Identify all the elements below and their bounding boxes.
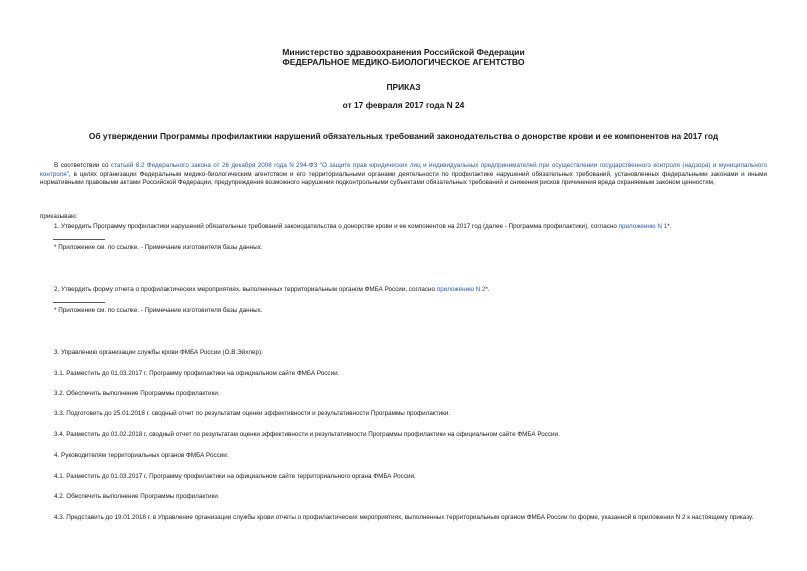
doc-title: Об утверждении Программы профилактики нарушений обязательных требований законодательства о донорстве крови и ее компонентов на 2017 год	[88, 131, 719, 141]
item-4-3: 4.3. Представить до 19.01.2018 г. в Управление организации службы крови отчеты о профилактических мероприятиях, выполненных территориальным органом ФМБА России по форме, указанной в приложении N 2 к настоящему приказу.	[54, 514, 754, 521]
ministry-header: Министерство здравоохранения Российской Федерации	[282, 47, 525, 57]
item-3: 3. Управлению организации службы крови ФМБА России (О.В.Эйхлер):	[54, 349, 263, 356]
doc-date: от 17 февраля 2017 года N 24	[342, 100, 465, 110]
item-2	[40, 286, 767, 295]
footnote-divider	[53, 302, 105, 303]
agency-header: ФЕДЕРАЛЬНОЕ МЕДИКО-БИОЛОГИЧЕСКОЕ АГЕНТСТВО	[282, 57, 525, 67]
item-3-4: 3.4. Разместить до 01.02.2018 г. сводный отчет по результатам оценки эффективности и результативности Программы профилактики на официальном сайте ФМБА России.	[54, 431, 560, 438]
item-1	[40, 223, 767, 232]
item-4-1: 4.1. Разместить до 01.03.2017 г. Программу профилактики на официальном сайте территориального органа ФМБА России.	[54, 473, 416, 480]
item-3-3: 3.3. Подготовить до 25.01.2018 г. сводный отчет по результатам оценки эффективности и результативности Программы профилактики.	[54, 410, 451, 417]
appendix-1-link[interactable]: приложению N 1	[618, 223, 668, 230]
item-1-text: 1. Утвердить Программу профилактики нарушений обязательных требований законодательства о донорстве крови и ее компонентов на 2017 год (далее - Программа профилактики), согласно	[54, 223, 619, 230]
item-1-tail: *.	[667, 223, 672, 230]
appendix-2-link[interactable]: приложению N 2	[436, 286, 486, 293]
item-3-1: 3.1. Разместить до 01.03.2017 г. Программу профилактики на официальном сайте ФМБА России.	[54, 370, 340, 377]
footnote-1: * Приложение см. по ссылке. - Примечание изготовителя базы данных.	[54, 244, 263, 251]
law-link[interactable]: статьей 8.2 Федерального закона от 26 декабря 2008 года N 294-ФЗ "О защите прав юридических лиц и индивидуальных предпринимателей при осуществлении государственного контроля (надзора) и муниципального контроля"	[40, 162, 767, 178]
item-2-text: 2. Утвердить форму отчета о профилактических мероприятиях, выполненных территориальным органом ФМБА России, согласно	[54, 286, 437, 293]
footnote-2: * Приложение см. по ссылке. - Примечание изготовителя базы данных.	[54, 307, 263, 314]
preamble	[40, 162, 767, 188]
order-word: приказываю:	[40, 213, 78, 220]
item-2-tail: *.	[485, 286, 490, 293]
item-4: 4. Руководителям территориальных органов ФМБА России:	[54, 452, 229, 459]
doc-type: ПРИКАЗ	[386, 82, 421, 92]
item-4-2: 4.2. Обеспечить выполнение Программы профилактики.	[54, 493, 220, 500]
preamble-text-1: В соответствии со	[54, 162, 111, 169]
item-3-2: 3.2. Обеспечить выполнение Программы профилактики.	[54, 390, 220, 397]
preamble-text-2: , в целях организации Федеральным медико-биологическим агентством и его территориальными органами деятельности по профилактике нарушений обязательных требований, установленных федеральными законами и иными нормативными правовыми актами Российской Федерации, предупреждения возможного нарушения подконтрольными субъектами обязательных требований и снижения рисков причинения вреда охраняемым законом ценностям,	[40, 170, 767, 187]
footnote-divider	[53, 239, 105, 240]
